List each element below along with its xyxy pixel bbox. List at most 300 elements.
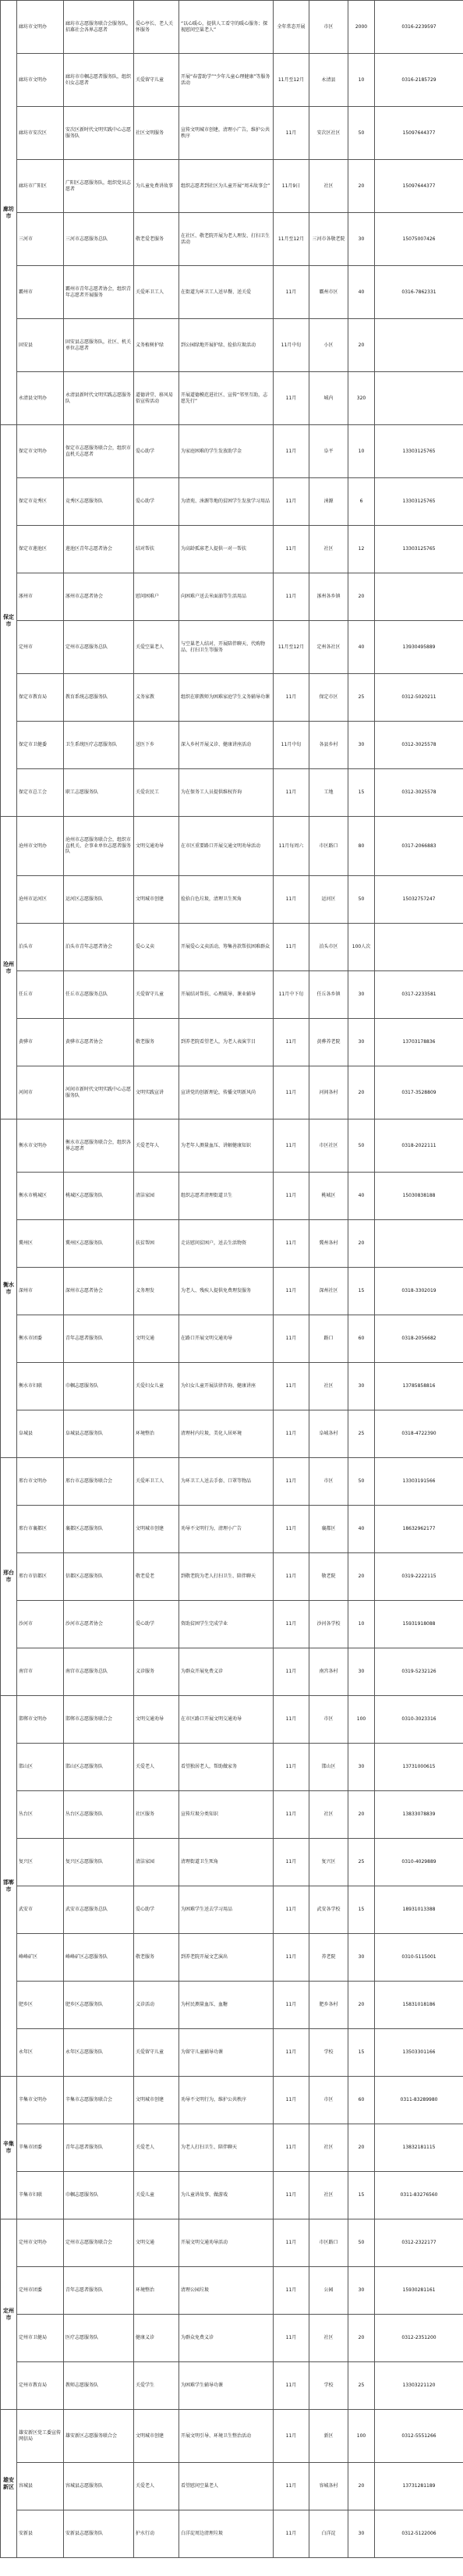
table-row [1,1506,463,1553]
cell-place: 各县乡村 [309,722,348,769]
cell-time: 11月 [274,2172,309,2219]
cell-unit: 永清县文明办 [17,372,64,425]
cell-contact: 0316-2185729 [375,54,463,107]
cell-place: 河间各村 [309,1066,348,1119]
cell-team: 任丘市志愿服务总队 [64,971,134,1019]
cell-unit: 邢台市信都区 [17,1553,64,1601]
table-row [1,160,463,213]
cell-contact: 13832181115 [375,2124,463,2172]
city-name-cell: 廊坊市 [1,1,17,425]
cell-project: 关爱老人 [134,2463,179,2510]
table-row [1,722,463,769]
cell-time: 11月至12月 [274,213,309,266]
cell-place: 霸州市区 [309,266,348,319]
cell-unit: 峰峰矿区 [17,1934,64,1982]
cell-content: 为家庭困难的学生发放助学金 [179,425,274,478]
cell-contact: 0318-2022111 [375,1119,463,1173]
cell-count: 15 [348,2172,375,2219]
cell-count: 10 [348,425,375,478]
cell-count: 20 [348,2124,375,2172]
cell-unit: 衡水市妇联 [17,1363,64,1410]
cell-unit: 肥乡区 [17,1982,64,2029]
cell-count: 40 [348,1173,375,1220]
cell-time: 11月 [274,2463,309,2510]
cell-content: 看望慰问空巢老人 [179,2463,274,2510]
cell-count: 50 [348,1119,375,1173]
cell-time: 11月 [274,1886,309,1934]
cell-place: 肥乡各村 [309,1982,348,2029]
table-row [1,674,463,722]
cell-contact: 0318-2056682 [375,1315,463,1363]
cell-unit: 雄安新区党工委宣传网信局 [17,2410,64,2463]
cell-project: 文明城市创建 [134,1506,179,1553]
cell-time: 11月 [274,2124,309,2172]
cell-unit: 定州市卫健局 [17,2315,64,2362]
cell-place: 城内 [309,372,348,425]
cell-place: 运河区 [309,876,348,924]
cell-content: 为群众免费义诊 [179,2315,274,2362]
cell-project: 慰问困难户 [134,573,179,621]
cell-contact: 13930495889 [375,621,463,674]
cell-unit: 沧州市文明办 [17,817,64,876]
cell-place: 沙河各学校 [309,1601,348,1648]
cell-project: 关爱留守儿童 [134,2029,179,2077]
cell-count: 30 [348,1648,375,1696]
cell-place: 养老院 [309,1934,348,1982]
cell-contact [375,924,463,971]
cell-unit: 衡水市文明办 [17,1119,64,1173]
cell-content: 劝导不文明行为，清理小广告 [179,1506,274,1553]
cell-project: 环境整治 [134,1410,179,1458]
cell-content: 到公园绿地开展护绿、捡拾垃圾活动 [179,319,274,372]
cell-unit: 南宫市 [17,1648,64,1696]
cell-time: 11月 [274,1982,309,2029]
cell-content: 清理村内垃圾，美化人居环境 [179,1410,274,1458]
cell-team: 沙河市志愿者协会 [64,1601,134,1648]
cell-project: 爱心助学 [134,478,179,526]
cell-place: 安次区社区 [309,107,348,160]
cell-time: 11月 [274,1458,309,1506]
cell-place: 白洋淀 [309,2510,348,2558]
table-row [1,2172,463,2219]
cell-content: 向困难户送去米面油等生活用品 [179,573,274,621]
cell-place: 阜平 [309,425,348,478]
cell-count: 20 [348,1553,375,1601]
city-name-cell: 沧州市 [1,817,17,1119]
cell-content: 白洋淀周边清理垃圾 [179,2510,274,2558]
cell-unit: 永年区 [17,2029,64,2077]
table-row [1,213,463,266]
cell-team: 教师志愿服务队 [64,2362,134,2410]
table-row [1,526,463,573]
table-row [1,2410,463,2463]
cell-unit: 深州市 [17,1268,64,1315]
cell-contact [375,573,463,621]
table-row [1,1553,463,1601]
cell-place: 小区 [309,319,348,372]
cell-count: 25 [348,1410,375,1458]
cell-team: 雄安新区志愿服务联合会 [64,2410,134,2463]
cell-count: 50 [348,1458,375,1506]
cell-unit: 邢台市襄都区 [17,1506,64,1553]
cell-unit: 三河市 [17,213,64,266]
cell-contact: 15075007426 [375,213,463,266]
table-row [1,1886,463,1934]
cell-time: 11月 [274,2267,309,2315]
cell-project: 环境整治 [134,2267,179,2315]
cell-count: 50 [348,2219,375,2267]
cell-unit: 容城县 [17,2463,64,2510]
cell-count: 40 [348,1506,375,1553]
cell-team: 深州市志愿者协会 [64,1268,134,1315]
cell-project: 文明交通 [134,1315,179,1363]
cell-team: 阜城县志愿服务队 [64,1410,134,1458]
cell-team: 教育系统志愿服务队 [64,674,134,722]
cell-project: 清洁家园 [134,1839,179,1886]
cell-contact: 0312-3025578 [375,769,463,817]
cell-contact: 13303221120 [375,2362,463,2410]
cell-place: 社区 [309,2315,348,2362]
cell-project: 关爱妇女儿童 [134,1363,179,1410]
city-name-cell: 衡水市 [1,1119,17,1458]
cell-time: 11月 [274,1506,309,1553]
cell-place: 新区 [309,2410,348,2463]
cell-team: 定州市志愿服务总队 [64,621,134,674]
cell-place: 涿州各乡镇 [309,573,348,621]
cell-team: 医疗志愿服务队 [64,2315,134,2362]
cell-place: 学校 [309,2362,348,2410]
table-row [1,1410,463,1458]
cell-place: 社区 [309,2124,348,2172]
cell-project: 社区文明服务 [134,107,179,160]
cell-project: 文明交通 [134,2219,179,2267]
cell-project: 关爱农民工 [134,769,179,817]
cell-place: 黄骅养老院 [309,1019,348,1066]
cell-count: 20 [348,319,375,372]
cell-count: 320 [348,372,375,425]
cell-unit: 衡水市桃城区 [17,1173,64,1220]
cell-count: 100人次 [348,924,375,971]
cell-contact: 15931918088 [375,1601,463,1648]
cell-time: 11月 [274,1220,309,1268]
cell-project: 爱心助学 [134,1886,179,1934]
cell-time: 11月 [274,876,309,924]
cell-count: 30 [348,1363,375,1410]
cell-content: 开展“春蕾助学”“少年儿童心理健康”等服务活动 [179,54,274,107]
cell-count: 10 [348,1601,375,1648]
cell-unit: 邯郸市文明办 [17,1696,64,1744]
table-row [1,2077,463,2124]
cell-contact: 13303191566 [375,1458,463,1506]
cell-contact: 0312-2322177 [375,2219,463,2267]
cell-unit: 廊坊市安次区 [17,107,64,160]
cell-count: 30 [348,213,375,266]
cell-unit: 任丘市 [17,971,64,1019]
cell-team: 丛台区志愿服务队 [64,1791,134,1839]
cell-content: 为村民测量血压、血糖 [179,1982,274,2029]
table-row [1,769,463,817]
cell-count: 30 [348,1934,375,1982]
cell-team: 桃城区志愿服务队 [64,1173,134,1220]
cell-unit: 衡水市团委 [17,1315,64,1363]
cell-time: 11月 [274,1119,309,1173]
cell-count: 100 [348,2410,375,2463]
cell-count: 20 [348,1791,375,1839]
table-row [1,817,463,876]
cell-contact: 15930281161 [375,2267,463,2315]
cell-team: 容城县志愿服务队 [64,2463,134,2510]
table-row [1,1791,463,1839]
cell-team: 安次区新时代文明实践中心志愿服务队 [64,107,134,160]
cell-unit: 霸州市 [17,266,64,319]
table-row [1,1019,463,1066]
cell-team: 定州市志愿服务联合会 [64,2219,134,2267]
cell-time: 11月 [274,526,309,573]
cell-content: 到敬老院为老人打扫卫生、陪伴聊天 [179,1553,274,1601]
cell-contact: 0317-2233581 [375,971,463,1019]
cell-time: 11月中下旬 [274,971,309,1019]
cell-content: 开展文明交通劝导活动 [179,2219,274,2267]
cell-count: 40 [348,266,375,319]
cell-project: 关爱儿童 [134,2172,179,2219]
cell-place: 社区 [309,1363,348,1410]
cell-team: 邯山区志愿服务队 [64,1744,134,1791]
cell-content: 为妇女儿童开展法律咨询、健康讲座 [179,1363,274,1410]
cell-project: 关爱空巢老人 [134,621,179,674]
cell-time: 11月 [274,924,309,971]
cell-count: 60 [348,1315,375,1363]
cell-project: 爱心亭长、老人关怀服务 [134,1,179,54]
cell-content: 组织志愿者清理街道卫生 [179,1173,274,1220]
cell-team: 武安市志愿服务总队 [64,1886,134,1934]
cell-content: 为留守儿童辅导功课 [179,2029,274,2077]
cell-unit: 定州市教育局 [17,2362,64,2410]
cell-count: 20 [348,1220,375,1268]
cell-project: 文明交通劝导 [134,817,179,876]
cell-project: 爱心助学 [134,425,179,478]
city-name-cell: 邢台市 [1,1458,17,1696]
cell-project: 关爱环卫工人 [134,1458,179,1506]
cell-team: 邢台市志愿服务联合会 [64,1458,134,1506]
cell-count: 15 [348,1268,375,1315]
table-row [1,924,463,971]
cell-count: 20 [348,573,375,621]
table-row [1,478,463,526]
cell-project: 送医下乡 [134,722,179,769]
cell-unit: 涿州市 [17,573,64,621]
cell-unit: 廊坊市文明办 [17,1,64,54]
cell-unit: 武安市 [17,1886,64,1934]
cell-place: 桃城区 [309,1173,348,1220]
cell-place: 社区 [309,1791,348,1839]
cell-project: 义诊活动 [134,1982,179,2029]
cell-unit: 阜城县 [17,1410,64,1458]
cell-time: 11月 [274,1410,309,1458]
cell-content: 资助贫困学生完成学业 [179,1601,274,1648]
cell-content: 到养老院看望老人，为老人表演节目 [179,1019,274,1066]
cell-content: 为困难学生辅导功课 [179,2362,274,2410]
table-row [1,1648,463,1696]
cell-place: 市区社区 [309,1119,348,1173]
cell-count: 60 [348,2077,375,2124]
cell-content: 宣传垃圾分类知识 [179,1791,274,1839]
cell-contact: 0312-5122006 [375,2510,463,2558]
cell-time: 11月 [274,2219,309,2267]
cell-place: 容城各村 [309,2463,348,2510]
cell-contact: 0318-3302019 [375,1268,463,1315]
cell-time: 11月至12月 [274,54,309,107]
cell-time: 11月 [274,1315,309,1363]
cell-time: 11月 [274,1839,309,1886]
cell-content: 宣讲党的创新理论，传播文明新风尚 [179,1066,274,1119]
cell-count: 15 [348,769,375,817]
cell-contact: 15831018186 [375,1982,463,2029]
cell-count: 30 [348,1744,375,1791]
cell-contact: 15030838188 [375,1173,463,1220]
cell-team: 邯郸市志愿服务联合会 [64,1696,134,1744]
cell-content: 在路口开展文明交通劝导 [179,1315,274,1363]
cell-project: 义务家教 [134,674,179,722]
cell-content: 为群众开展免费义诊 [179,1648,274,1696]
cell-place: 市区 [309,1458,348,1506]
cell-time: 11月 [274,1744,309,1791]
table-row [1,573,463,621]
cell-contact: 18931013388 [375,1886,463,1934]
cell-project: 道德讲堂、移风易俗宣传活动 [134,372,179,425]
cell-content: 为儿童讲故事、做游戏 [179,2172,274,2219]
cell-time: 11月 [274,2077,309,2124]
cell-content: 在市区重要路口开展交通文明劝导活动 [179,817,274,876]
cell-time: 11月每周六 [274,817,309,876]
cell-unit: 固安县 [17,319,64,372]
cell-contact: 13833078839 [375,1791,463,1839]
cell-time: 11月9日 [274,160,309,213]
cell-project: 关爱老人 [134,1744,179,1791]
cell-count: 10 [348,54,375,107]
cell-content: 看望独居老人，帮助做家务 [179,1744,274,1791]
cell-unit: 定州市团委 [17,2267,64,2315]
cell-unit: 丛台区 [17,1791,64,1839]
cell-time: 11月中旬 [274,319,309,372]
cell-content: 为老人打扫卫生、陪伴聊天 [179,2124,274,2172]
cell-team: 保定市志愿服务联合会，组织市直机关志愿者 [64,425,134,478]
cell-team: 卫生系统医疗志愿服务队 [64,722,134,769]
table-row [1,621,463,674]
cell-time: 11月 [274,1791,309,1839]
table-row [1,1839,463,1886]
cell-content: 与空巢老人结对，开展陪伴聊天、代购物品、打扫卫生等服务 [179,621,274,674]
cell-content: 深入乡村开展义诊、健康讲座活动 [179,722,274,769]
cell-project: 文明城市创建 [134,2077,179,2124]
cell-content: 捡拾白色垃圾，清理卫生死角 [179,876,274,924]
cell-time: 11月 [274,1601,309,1648]
cell-project: 健康义诊 [134,2315,179,2362]
cell-team: 沧州市志愿服务联合会，组织市直机关、企事业单位志愿者服务队 [64,817,134,876]
cell-contact: 13703178836 [375,1019,463,1066]
table-row [1,2124,463,2172]
cell-place: 任丘各乡镇 [309,971,348,1019]
cell-content: 开展道德模范进社区、宣传“邻里互助，志愿先行” [179,372,274,425]
cell-count: 15 [348,1886,375,1934]
cell-unit: 廊坊市广阳区 [17,160,64,213]
cell-contact: 18632962177 [375,1506,463,1553]
cell-content: “以心暖心，提供人工看守的暖心服务；探视慰问空巢老人” [179,1,274,54]
cell-contact: 13785858816 [375,1363,463,1410]
cell-count: 12 [348,526,375,573]
cell-team: 信都区志愿服务队 [64,1553,134,1601]
cell-place: 工地 [309,769,348,817]
cell-place: 襄都区 [309,1506,348,1553]
cell-project: 关爱留守儿童 [134,971,179,1019]
cell-content: 组织在职教师为困难家庭学生义务辅导功课 [179,674,274,722]
cell-team: 廊坊市巾帼志愿者服务队，组织妇女志愿者 [64,54,134,107]
table-row [1,971,463,1019]
cell-content: 为老人、残疾人提供免费理发服务 [179,1268,274,1315]
cell-project: 扶贫帮困 [134,1220,179,1268]
cell-unit: 沧州市运河区 [17,876,64,924]
cell-team: 南宫市志愿服务总队 [64,1648,134,1696]
cell-content: 为老年人测量血压、讲解健康知识 [179,1119,274,1173]
cell-count: 30 [348,971,375,1019]
cell-time: 11月 [274,266,309,319]
cell-content: 在市区路口开展文明交通劝导 [179,1696,274,1744]
table-row [1,1173,463,1220]
cell-count: 25 [348,2362,375,2410]
table-row [1,1744,463,1791]
cell-content: 清理公园垃圾 [179,2267,274,2315]
cell-unit: 定州市 [17,621,64,674]
cell-unit: 辛集市团委 [17,2124,64,2172]
cell-project: 敬老服务 [134,1019,179,1066]
table-row [1,107,463,160]
cell-place: 定州各社区 [309,621,348,674]
cell-time: 全年常态开展 [274,1,309,54]
cell-unit: 保定市文明办 [17,425,64,478]
cell-count: 100 [348,1696,375,1744]
cell-content: 到养老院开展文艺演出 [179,1934,274,1982]
cell-contact: 0312-3025578 [375,722,463,769]
cell-team: 廊坊市志愿服务联合会服务队，招募社会各界志愿者 [64,1,134,54]
cell-content: 劝导不文明行为，维护公共秩序 [179,2077,274,2124]
cell-count: 15 [348,2029,375,2077]
cell-place: 社区 [309,2172,348,2219]
cell-content: 在社区、敬老院开展为老人理发、打扫卫生活动 [179,213,274,266]
cell-time: 11月 [274,2029,309,2077]
cell-contact: 0310-5115001 [375,1934,463,1982]
cell-time: 11月 [274,1934,309,1982]
cell-count: 20 [348,160,375,213]
cell-place: 南宫各村 [309,1648,348,1696]
cell-count: 80 [348,817,375,876]
table-row [1,1220,463,1268]
cell-count: 50 [348,107,375,160]
cell-team: 辛集市志愿服务联合会 [64,2077,134,2124]
cell-place: 市区路口 [309,2219,348,2267]
cell-content: 在街道为环卫工人送早餐、送关爱 [179,266,274,319]
table-row [1,1363,463,1410]
table-row [1,1458,463,1506]
cell-project: 文明城市创建 [134,876,179,924]
cell-place: 市区 [309,1696,348,1744]
cell-team: 霸州市青年志愿者协会，组织青年志愿者开展服务 [64,266,134,319]
cell-place: 市区路口 [309,817,348,876]
cell-project: 义诊服务 [134,1648,179,1696]
cell-team: 复兴区志愿服务队 [64,1839,134,1886]
cell-count: 30 [348,1019,375,1066]
cell-team: 峰峰矿区志愿服务队 [64,1934,134,1982]
cell-count: 20 [348,2315,375,2362]
cell-project: 爱心义卖 [134,924,179,971]
